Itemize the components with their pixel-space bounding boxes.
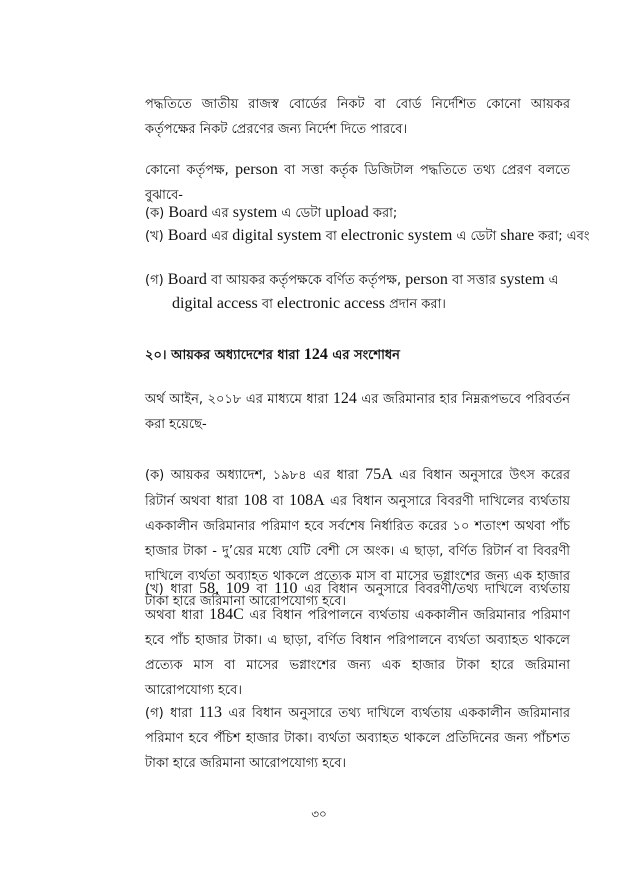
text-run: বা xyxy=(267,494,290,509)
list-marker: (গ) xyxy=(145,273,168,288)
text-run: কোনো কর্তৃপক্ষ, xyxy=(145,163,236,178)
text-run: বা xyxy=(257,297,278,312)
text-run: বা সত্তার xyxy=(447,273,501,288)
text-run: বা আয়কর কর্তৃপক্ষকে বর্ণিত কর্তৃপক্ষ, xyxy=(206,273,406,288)
text-run: (গ) ধারা xyxy=(145,706,199,721)
text-run-latin: 124 xyxy=(332,390,357,407)
text-run-latin: Board xyxy=(168,204,208,221)
list-marker: (ক) xyxy=(145,206,169,221)
text-run: (খ) ধারা xyxy=(145,582,200,597)
intro-text-1: পদ্ধতিতে জাতীয় রাজস্ব বোর্ডের নিকট বা বোর্ড নির্দেশিত কোনো আয়কর কর্তৃপক্ষের নিকট প্রেরণের জন্য নির্দেশ দিতে পারবে। xyxy=(145,97,570,137)
text-run-latin: upload xyxy=(325,204,369,221)
text-run-latin: 184C xyxy=(209,606,244,623)
text-run: অর্থ আইন, ২০১৮ এর মাধ্যমে ধারা xyxy=(145,392,333,407)
list-marker: (খ) xyxy=(145,229,168,244)
text-run-latin: 58, 109 xyxy=(199,580,250,597)
list-item-ga xyxy=(145,268,597,316)
text-run-latin: 108A xyxy=(289,492,325,509)
text-run-latin: share xyxy=(500,227,535,244)
text-run-latin: person xyxy=(405,271,448,288)
text-run: বা xyxy=(321,229,341,244)
text-run-latin: 108 xyxy=(243,492,268,509)
text-run: করা; এবং xyxy=(534,229,590,244)
page-number: ৩০ xyxy=(311,807,327,821)
text-run-latin: system xyxy=(500,271,545,288)
text-run-latin: person xyxy=(235,161,278,178)
text-run: এর বিধান অনুসারে বিবরণী/তথ্য দাখিলে ব্যর্থতায় অথবা ধারা xyxy=(145,582,570,623)
text-run-latin: system xyxy=(232,204,278,221)
text-run: বা সত্তা কর্তৃক ডিজিটাল পদ্ধতিতে তথ্য প্রেরণ বলতে বুঝাবে- xyxy=(145,163,570,203)
intro-paragraph-1 xyxy=(145,92,570,142)
clause-ga-paragraph xyxy=(145,700,570,776)
text-run-latin: electronic system xyxy=(340,227,453,244)
text-run: প্রদান করা। xyxy=(384,297,446,312)
text-run-latin: 75A xyxy=(365,466,393,483)
text-run-latin: electronic access xyxy=(277,295,385,312)
text-run: বা xyxy=(249,582,275,597)
clause-kha-paragraph xyxy=(145,576,570,703)
text-run-latin: digital system xyxy=(232,227,322,244)
section-lead-paragraph xyxy=(145,386,570,437)
text-run-latin: Board xyxy=(167,227,207,244)
text-run-latin: digital access xyxy=(172,295,258,312)
text-run-latin: Board xyxy=(167,271,207,288)
text-run-latin: 124 xyxy=(303,346,328,363)
text-run: ২০। আয়কর অধ্যাদেশের ধারা xyxy=(145,348,304,363)
list-item-kha xyxy=(145,224,597,248)
text-run: এ xyxy=(544,273,559,288)
section-heading xyxy=(145,342,570,368)
text-run: এর বিধান পরিপালনে ব্যর্থতায় এককালীন জরিমানার পরিমাণ হবে পাঁচ হাজার টাকা। এ ছাড়া, বর্ণিত বিধান পরিপালনে ব্যর্থতা অব্যাহত থাকলে প্রত্যেক মাস বা মাসের ভগ্নাংশের জন্য এক হাজার টাকা হারে জরিমানা আরোপযোগ্য হবে। xyxy=(145,608,570,698)
text-run: এর বিধান অনুসারে উৎস করের রিটার্ন অথবা ধারা xyxy=(145,468,570,509)
text-run: এর জরিমানার হার নিম্নরূপভবে পরিবর্তন করা হয়েছে- xyxy=(145,392,570,432)
text-run-latin: 110 xyxy=(274,580,298,597)
text-run: এর বিধান অনুসারে তথ্য দাখিলে ব্যর্থতায় এককালীন জরিমানার পরিমাণ হবে পঁচিশ হাজার টাকা। ব্যর্থতা অব্যাহত থাকলে প্রতিদিনের জন্য পাঁচশত টাকা হারে জরিমানা আরোপযোগ্য হবে। xyxy=(145,706,570,771)
list-item-ka xyxy=(145,201,597,225)
text-run: এর xyxy=(206,229,233,244)
text-run: এর বিধান অনুসারে বিবরণী দাখিলের ব্যর্থতায় এককালীন জরিমানার পরিমাণ হবে সর্বশেষ নির্ধারিত করের ১০ শতাংশ অথবা পাঁচ হাজার টাকা - দু’য়ের মধ্যে যেটি বেশী সে অংক। এ ছাড়া, বর্ণিত রিটার্ন বা বিবরণী দাখিলে ব্যর্থতা অব্যাহত থাকলে প্রত্যেক মাস বা মাসের ভগ্নাংশের জন্য এক হাজার টাকা হারে জরিমানা আরোপযোগ্য হবে। xyxy=(145,494,570,609)
text-run: এর xyxy=(207,206,233,221)
text-run: (ক) আয়কর অধ্যাদেশ, ১৯৮৪ এর ধারা xyxy=(145,468,366,483)
text-run: এ ডেটা xyxy=(277,206,326,221)
text-run: করা; xyxy=(368,206,398,221)
text-run-latin: 113 xyxy=(198,704,223,721)
text-run: এর সংশোধন xyxy=(327,348,400,363)
text-run: এ ডেটা xyxy=(452,229,501,244)
